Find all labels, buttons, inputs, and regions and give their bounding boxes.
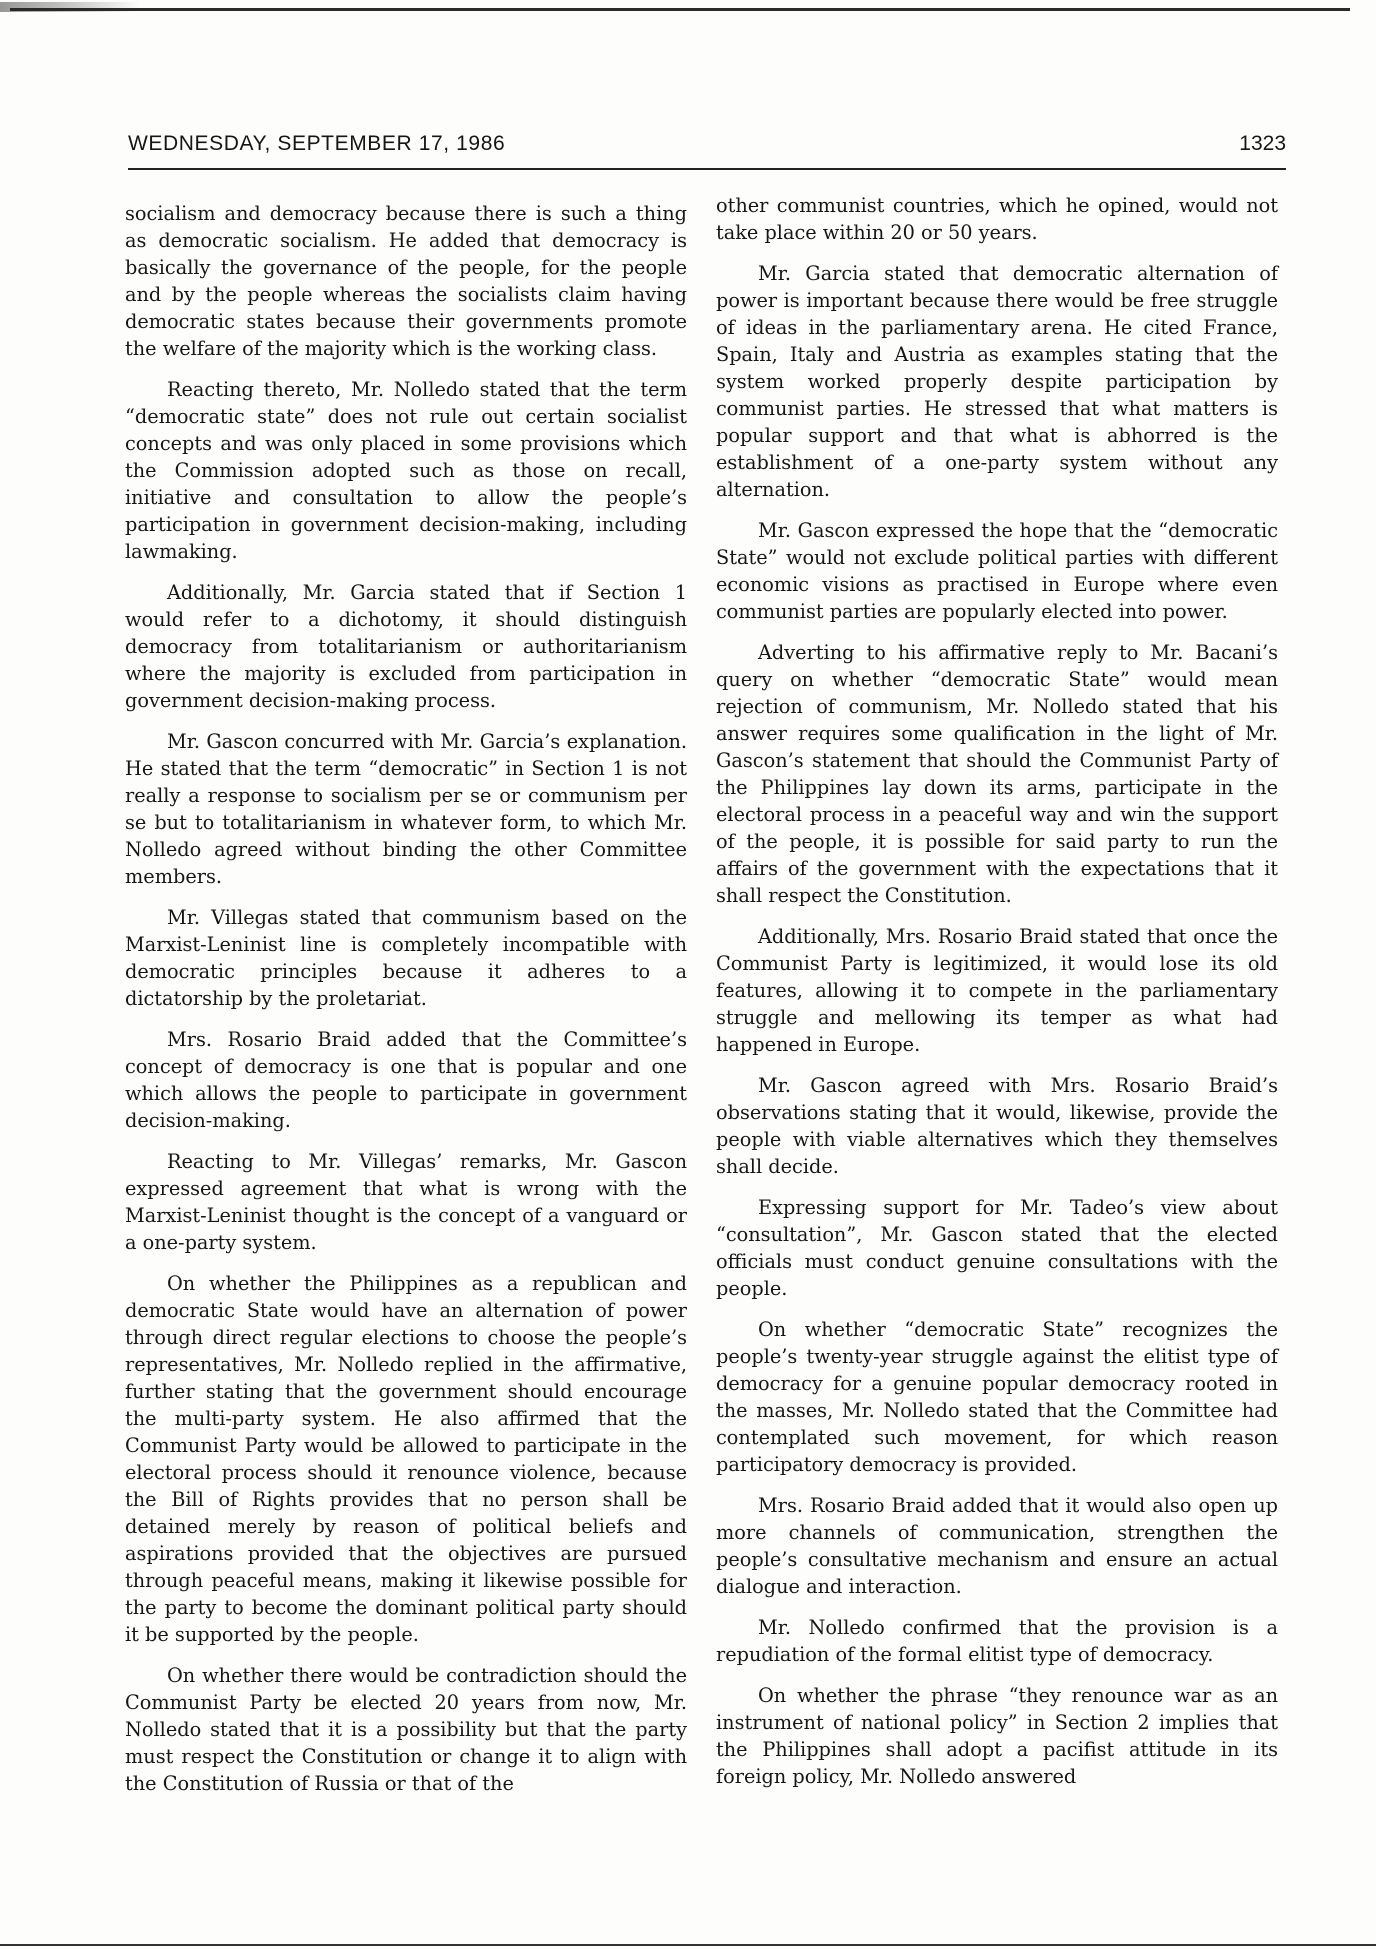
page-date: WEDNESDAY, SEPTEMBER 17, 1986 xyxy=(128,132,506,155)
right-column xyxy=(716,192,1278,1804)
page-number: 1323 xyxy=(1239,132,1286,155)
paragraph: On whether the Philippines as a republican and democratic State would have an alternation of power through direct regular elections to choose the people’s representatives, Mr. Nolledo replied in the affirmative, further stating that the government should encourage the multi-party system. He also affirmed that the Communist Party would be allowed to participate in the electoral process should it renounce violence, because the Bill of Rights provides that no person shall be detained merely by reason of political beliefs and aspirations provided that the objectives are pursued through peaceful means, making it likewise possible for the party to become the dominant political party should it be supported by the people. xyxy=(125,1272,687,1646)
paragraph: Mrs. Rosario Braid added that it would also open up more channels of communication, strengthen the people’s consultative mechanism and ensure an actual dialogue and interaction. xyxy=(716,1494,1278,1598)
paragraph: On whether there would be contradiction should the Communist Party be elected 20 years from now, Mr. Nolledo stated that it is a possibility but that the party must respect the Constitution or change it to align with the Constitution of Russia or that of the xyxy=(125,1664,687,1795)
paragraph: socialism and democracy because there is such a thing as democratic socialism. He added that democracy is basically the governance of the people, for the people and by the people whereas the socialists claim having democratic states because their governments promote the welfare of the majority which is the working class. xyxy=(125,202,687,360)
top-border-rule xyxy=(10,8,1350,11)
paragraph: other communist countries, which he opined, would not take place within 20 or 50 years. xyxy=(716,194,1278,244)
left-column xyxy=(125,192,687,1811)
paragraph: Mr. Nolledo confirmed that the provision is a repudiation of the formal elitist type of democracy. xyxy=(716,1616,1278,1666)
paragraph: Reacting thereto, Mr. Nolledo stated that the term “democratic state” does not rule out certain socialist concepts and was only placed in some provisions which the Commission adopted such as those on recall, initiative and consultation to allow the people’s participation in government decision-making, including lawmaking. xyxy=(125,378,687,563)
paragraph: Mr. Villegas stated that communism based on the Marxist-Leninist line is completely incompatible with democratic principles because it adheres to a dictatorship by the proletariat. xyxy=(125,906,687,1010)
paragraph: Reacting to Mr. Villegas’ remarks, Mr. Gascon expressed agreement that what is wrong with the Marxist-Leninist thought is the concept of a vanguard or a one-party system. xyxy=(125,1150,687,1254)
bottom-border-rule xyxy=(0,1944,1376,1946)
paragraph: Mr. Gascon agreed with Mrs. Rosario Braid’s observations stating that it would, likewise, provide the people with viable alternatives which they themselves shall decide. xyxy=(716,1074,1278,1178)
paragraph: Adverting to his affirmative reply to Mr. Bacani’s query on whether “democratic State” would mean rejection of communism, Mr. Nolledo stated that his answer requires some qualification in the light of Mr. Gascon’s statement that should the Communist Party of the Philippines lay down its arms, participate in the electoral process in a peaceful way and win the support of the people, it is possible for said party to run the affairs of the government with the expectations that it shall respect the Constitution. xyxy=(716,641,1278,907)
paragraph: Additionally, Mrs. Rosario Braid stated that once the Communist Party is legitimized, it would lose its old features, allowing it to compete in the parliamentary struggle and mellowing its temper as what had happened in Europe. xyxy=(716,925,1278,1056)
paragraph: Expressing support for Mr. Tadeo’s view about “consultation”, Mr. Gascon stated that the elected officials must conduct genuine consultations with the people. xyxy=(716,1196,1278,1300)
paragraph: Mr. Garcia stated that democratic alternation of power is important because there would be free struggle of ideas in the parliamentary arena. He cited France, Spain, Italy and Austria as examples stating that the system worked properly despite participation by communist parties. He stressed that what matters is popular support and that what is abhorred is the establishment of a one-party system without any alternation. xyxy=(716,262,1278,501)
paragraph: Mrs. Rosario Braid added that the Committee’s concept of democracy is one that is popular and one which allows the people to participate in government decision-making. xyxy=(125,1028,687,1132)
paragraph: Additionally, Mr. Garcia stated that if Section 1 would refer to a dichotomy, it should distinguish democracy from totalitarianism or authoritarianism where the majority is excluded from participation in government decision-making process. xyxy=(125,581,687,712)
paragraph: Mr. Gascon concurred with Mr. Garcia’s explanation. He stated that the term “democratic” in Section 1 is not really a response to socialism per se or communism per se but to totalitarianism in whatever form, to which Mr. Nolledo agreed without binding the other Committee members. xyxy=(125,730,687,888)
paragraph: On whether “democratic State” recognizes the people’s twenty-year struggle against the elitist type of democracy for a genuine popular democracy rooted in the masses, Mr. Nolledo stated that the Committee had contemplated such movement, for which reason participatory democracy is provided. xyxy=(716,1318,1278,1476)
paragraph: Mr. Gascon expressed the hope that the “democratic State” would not exclude political parties with different economic visions as practised in Europe where even communist parties are popularly elected into power. xyxy=(716,519,1278,623)
paragraph: On whether the phrase “they renounce war as an instrument of national policy” in Section 2 implies that the Philippines shall adopt a pacifist attitude in its foreign policy, Mr. Nolledo answered xyxy=(716,1684,1278,1788)
page-header xyxy=(128,132,1286,170)
